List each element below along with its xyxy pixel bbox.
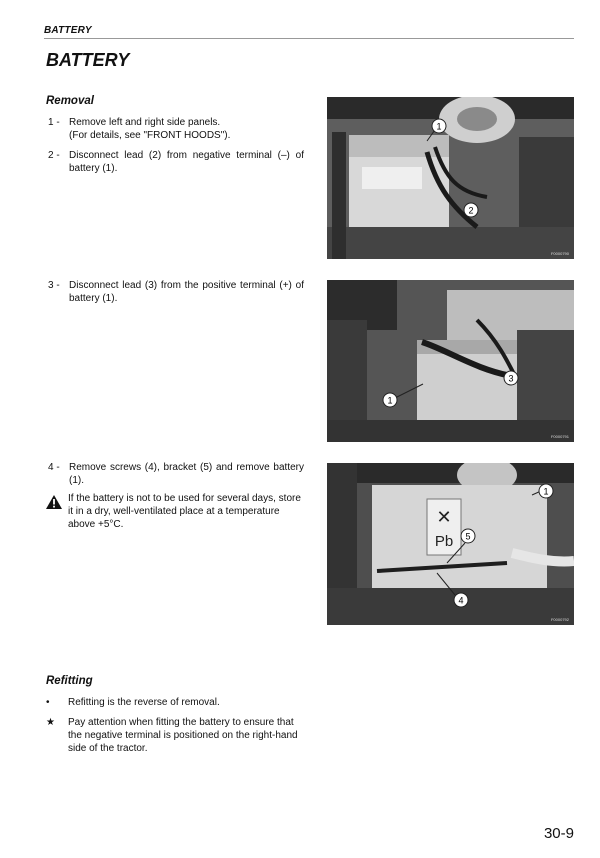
figure-code: F0000790 <box>550 251 569 256</box>
step-number: 2 - <box>48 150 60 161</box>
battery-label-text: Pb <box>434 533 454 550</box>
step-text: Remove left and right side panels. <box>69 117 221 128</box>
step-3 <box>48 279 304 305</box>
step-text: Disconnect lead (2) from negative terminal (–) of battery (1). <box>69 150 304 174</box>
callout-label: 1 <box>543 486 549 497</box>
figure-code: F0000791 <box>550 434 569 439</box>
page-number: 30-9 <box>543 825 574 842</box>
figure-battery-positive-terminal <box>327 280 574 442</box>
callout-label: 4 <box>458 595 464 606</box>
callout-label: 1 <box>387 395 393 406</box>
page-title: BATTERY <box>46 50 130 70</box>
warning-triangle-icon <box>46 495 62 509</box>
step-text-reference: (For details, see "FRONT HOODS"). <box>69 130 231 141</box>
step-2 <box>48 149 304 175</box>
step-number: 4 - <box>48 462 60 473</box>
figure-battery-negative-terminal <box>327 97 574 259</box>
warning-note <box>46 492 304 531</box>
warning-text: If the battery is not to be used for several days, store it in a dry, well-ventilated place at a temperature above +5°C. <box>68 493 301 530</box>
refitting-text: Pay attention when fitting the battery to ensure that the negative terminal is positioned on the right-hand side of the tractor. <box>68 717 298 754</box>
refitting-item <box>46 696 304 709</box>
refitting-text: Refitting is the reverse of removal. <box>68 697 220 708</box>
figure-battery-bracket-screws <box>327 463 574 625</box>
step-4 <box>48 461 304 487</box>
step-text: Remove screws (4), bracket (5) and remove battery (1). <box>69 462 304 486</box>
callout-label: 1 <box>436 121 442 132</box>
battery-label-symbol: ✕ <box>436 507 452 527</box>
step-number: 1 - <box>48 117 60 128</box>
removal-heading: Removal <box>46 95 94 107</box>
bullet-marker: • <box>46 697 50 708</box>
header-rule <box>44 38 574 39</box>
step-number: 3 - <box>48 280 60 291</box>
figure-code: F0000792 <box>550 617 569 622</box>
callout-label: 5 <box>465 531 471 542</box>
refitting-heading: Refitting <box>46 675 93 687</box>
step-text: Disconnect lead (3) from the positive terminal (+) of battery (1). <box>69 280 304 304</box>
callout-label: 2 <box>468 205 474 216</box>
callout-label: 3 <box>508 373 514 384</box>
refitting-item <box>46 716 304 755</box>
running-header: BATTERY <box>44 25 92 36</box>
star-marker: ★ <box>46 717 55 728</box>
step-1 <box>48 116 304 142</box>
